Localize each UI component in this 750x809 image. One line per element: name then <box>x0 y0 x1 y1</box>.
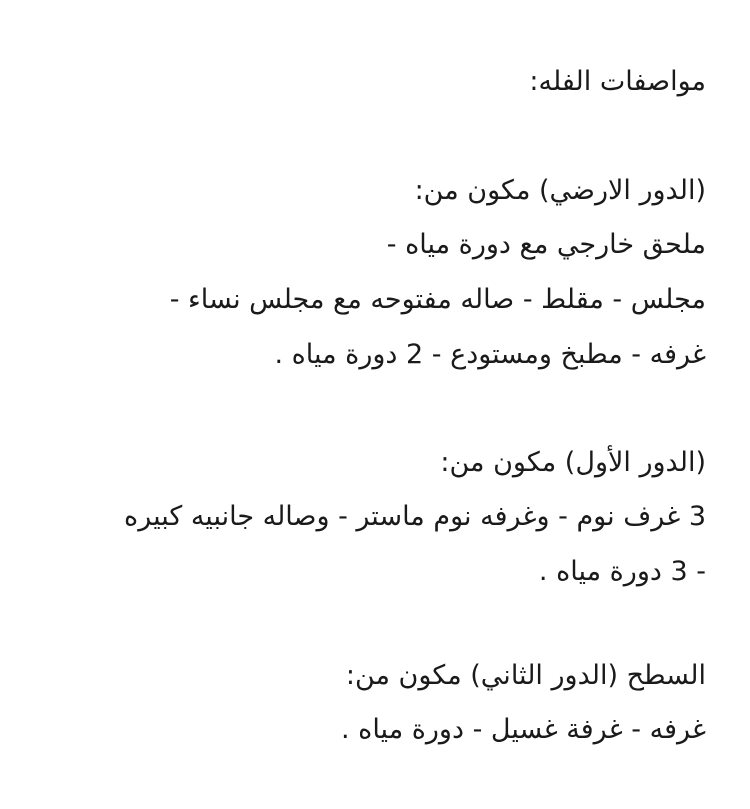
first-floor-heading: (الدور الأول) مكون من: <box>440 447 706 478</box>
ground-floor-line-1: ملحق خارجي مع دورة مياه - <box>386 229 706 260</box>
roof-heading: السطح (الدور الثاني) مكون من: <box>345 660 706 691</box>
first-floor-line-2: - 3 دورة مياه . <box>538 556 706 587</box>
document-title: مواصفات الفله: <box>529 66 706 97</box>
ground-floor-line-2: مجلس - مقلط - صاله مفتوحه مع مجلس نساء - <box>169 284 706 315</box>
ground-floor-heading: (الدور الارضي) مكون من: <box>414 175 706 206</box>
first-floor-line-1: 3 غرف نوم - وغرفه نوم ماستر - وصاله جانبيه كبيره <box>124 501 706 532</box>
ground-floor-line-3: غرفه - مطبخ ومستودع - 2 دورة مياه . <box>274 339 706 370</box>
roof-line-1: غرفه - غرفة غسيل - دورة مياه . <box>341 714 706 745</box>
